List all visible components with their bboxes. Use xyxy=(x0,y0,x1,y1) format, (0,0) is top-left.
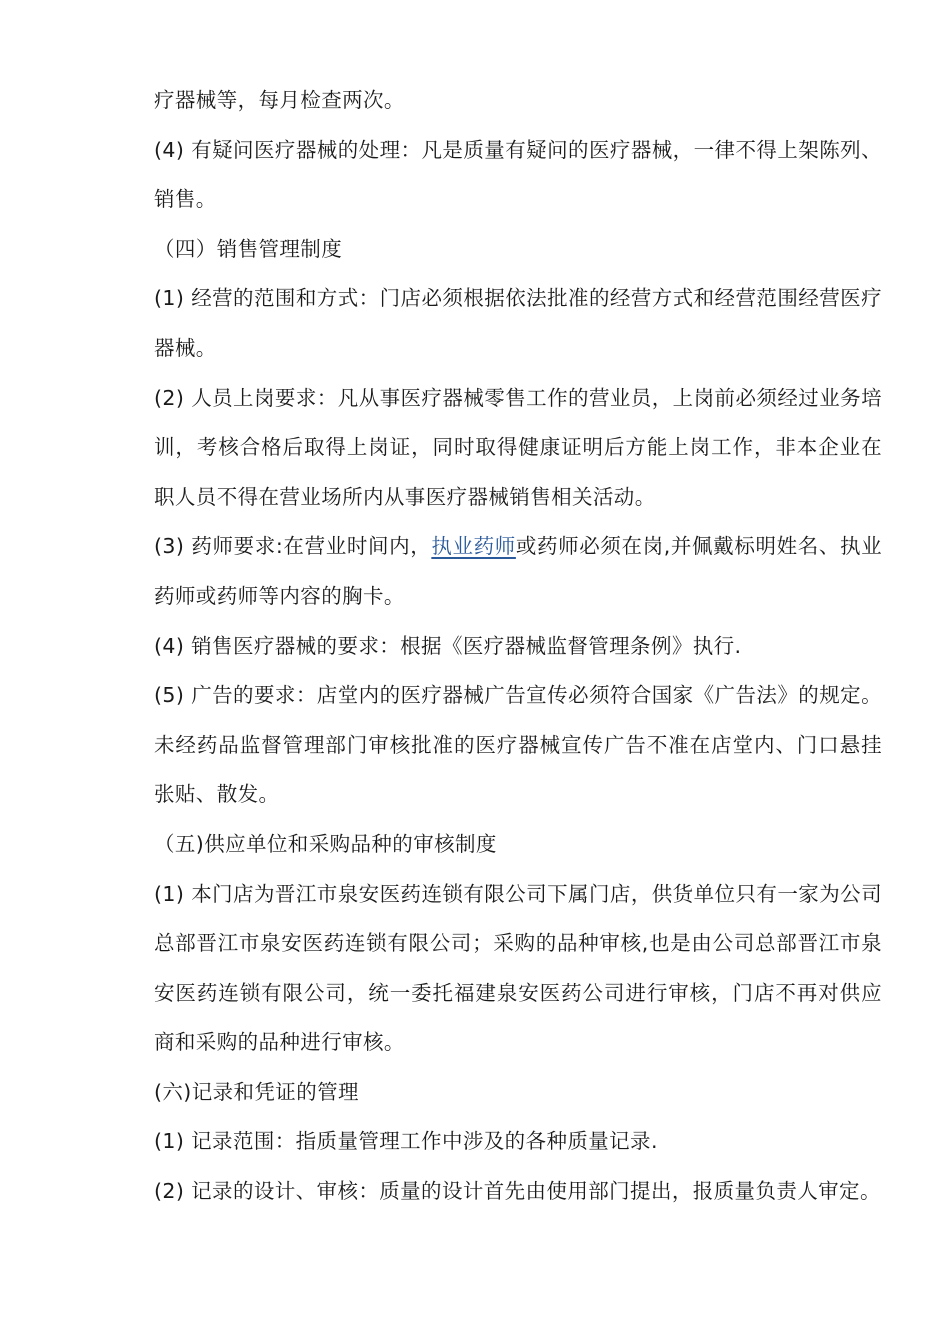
paragraph-text-before-link: (3) 药师要求:在营业时间内， xyxy=(154,534,432,559)
section-heading-sales-management: （四）销售管理制度 xyxy=(154,236,343,261)
paragraph-item-4-doubtful-devices: (4) 有疑问医疗器械的处理：凡是质量有疑问的医疗器械，一律不得上架陈列、销售。 xyxy=(154,137,882,212)
paragraph-item-4-sales-requirements: (4) 销售医疗器械的要求：根据《医疗器械监督管理条例》执行. xyxy=(154,633,742,658)
section-heading-supplier-review: （五)供应单位和采购品种的审核制度 xyxy=(154,831,497,856)
paragraph-item-5-advertising: (5) 广告的要求：店堂内的医疗器械广告宣传必须符合国家《广告法》的规定。未经药品监督管理部门审核批准的医疗器械宣传广告不准在店堂内、门口悬挂张贴、散发。 xyxy=(154,683,882,807)
paragraph-continuation: 疗器械等，每月检查两次。 xyxy=(154,88,405,112)
paragraph-item-1-record-scope: (1) 记录范围：指质量管理工作中涉及的各种质量记录. xyxy=(154,1129,658,1154)
licensed-pharmacist-link[interactable]: 执业药师 xyxy=(431,534,516,559)
paragraph-item-1-supplier: (1) 本门店为晋江市泉安医药连锁有限公司下属门店，供货单位只有一家为公司总部晋江市泉安医药连锁有限公司；采购的品种审核,也是由公司总部晋江市泉安医药连锁有限公司，统一委托福建泉安医药公司进行审核，门店不再对供应商和采购的品种进行审核。 xyxy=(154,881,882,1055)
document-page xyxy=(154,76,882,1217)
paragraph-item-3-pharmacist-requirements xyxy=(154,522,882,621)
paragraph-item-2-record-design: (2) 记录的设计、审核：质量的设计首先由使用部门提出，报质量负责人审定。 xyxy=(154,1179,881,1204)
paragraph-item-2-staff-requirements: (2) 人员上岗要求：凡从事医疗器械零售工作的营业员，上岗前必须经过业务培训，考核合格后取得上岗证，同时取得健康证明后方能上岗工作，非本企业在职人员不得在营业场所内从事医疗器械销售相关活动。 xyxy=(154,385,882,509)
section-heading-records: (六)记录和凭证的管理 xyxy=(154,1079,359,1104)
paragraph-text-after-link: 或药师必须在岗,并佩戴标明姓名、执业药师或药师等内容的胸卡。 xyxy=(154,534,882,608)
paragraph-item-1-scope: (1) 经营的范围和方式：门店必须根据依法批准的经营方式和经营范围经营医疗器械。 xyxy=(154,286,882,360)
